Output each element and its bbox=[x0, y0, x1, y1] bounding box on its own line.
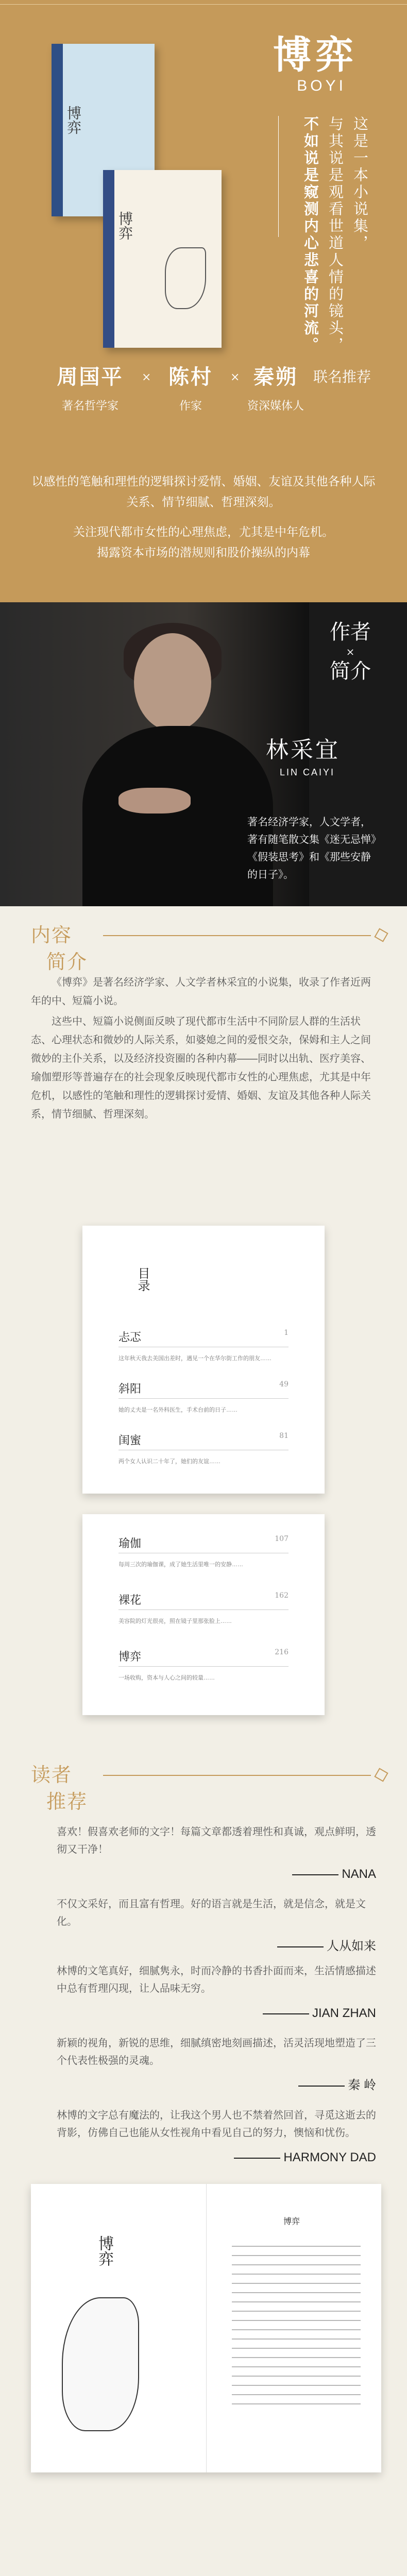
toc-item: 瑜伽 107 每周三次的瑜伽课，成了她生活里唯一的安静…… bbox=[118, 1535, 289, 1568]
section-title: 内容 简介 bbox=[31, 924, 88, 973]
recommenders bbox=[0, 361, 407, 417]
divider bbox=[118, 1666, 289, 1667]
open-book-title: 博弈 bbox=[95, 2235, 113, 2266]
divider bbox=[118, 1609, 289, 1610]
book-spine bbox=[52, 44, 63, 216]
fish-illustration bbox=[165, 247, 206, 309]
book-title: 博弈 bbox=[116, 211, 133, 240]
preview-section bbox=[0, 2184, 407, 2519]
hexagon-icon bbox=[374, 1768, 388, 1782]
intro-section bbox=[0, 906, 407, 1226]
tagline-line-1: 这是一本小说集， bbox=[351, 116, 369, 252]
dash bbox=[234, 2158, 280, 2159]
review-item: 林博的文笔真好，细腻隽永，时而冷静的书香扑面而来，生活情感描述中总有哲理闪现，让人品味无穷。 JIAN ZHAN bbox=[57, 1965, 376, 2020]
review-item: 林博的文字总有魔法的，让我这个男人也不禁着然回首，寻觅这逝去的背影，仿佛自己也能从女性视角中看见自己的努力，懊恼和忧伤。 HARMONY DAD bbox=[57, 2110, 376, 2164]
review-item: 不仅文采好，而且富有哲理。好的语言就是生活，就是信念，就是文化。 人从如来 bbox=[57, 1899, 376, 1953]
open-book bbox=[31, 2184, 381, 2472]
hexagon-icon bbox=[374, 928, 388, 942]
author-hand bbox=[118, 788, 191, 814]
toc-item: 博弈 216 一场收购，资本与人心之间的较量…… bbox=[118, 1648, 289, 1681]
recommender: 周国平 著名哲学家 bbox=[57, 365, 124, 412]
author-name-en: LIN CAIYI bbox=[279, 767, 335, 777]
dash bbox=[277, 1946, 324, 1947]
times-icon: × bbox=[230, 371, 240, 384]
recommend-tag: 联名推荐 bbox=[313, 368, 371, 385]
book-cover-cream bbox=[103, 170, 222, 348]
dash bbox=[263, 2013, 309, 2014]
divider bbox=[103, 935, 371, 936]
divider bbox=[103, 1775, 371, 1776]
reviews-section bbox=[0, 1761, 407, 2184]
tagline-line-3: 不如说是窥测内心悲喜的河流。 bbox=[302, 116, 319, 354]
book-spine bbox=[103, 170, 114, 348]
open-book-heading: 博弈 bbox=[283, 2216, 300, 2226]
toc-page bbox=[82, 1226, 325, 1494]
dash bbox=[298, 2086, 345, 2087]
review-item: 喜欢！假喜欢老师的文字！每篇文章都透着理性和真诚，观点鲜明，透彻又干净！ NANA bbox=[57, 1826, 376, 1881]
blurb: 以感性的笔触和理性的逻辑探讨爱情、婚姻、友谊及其他各种人际关系、情节细腻、哲理深刻。 关注现代都市女性的心理焦虑，尤其是中年危机。 揭露资本市场的潜规则和股价操纵的内幕 bbox=[31, 474, 376, 559]
sample-pages bbox=[0, 1226, 407, 1761]
hero-section bbox=[0, 0, 407, 466]
recommender: 秦朔 资深媒体人 bbox=[247, 365, 304, 412]
toc-title: 目录 bbox=[135, 1267, 150, 1292]
tagline-line-2: 与其说是观看世道人情的镜头， bbox=[327, 116, 344, 354]
book-fold bbox=[206, 2184, 207, 2472]
review-item: 新颖的视角，新锐的思维，细腻缜密地刻画描述，活灵活现地塑造了三个代表性极强的灵魂。 秦 岭 bbox=[57, 2038, 376, 2092]
page-subtitle: BOYI bbox=[297, 77, 346, 94]
text-lines bbox=[232, 2246, 361, 2413]
author-description: 著名经济学家，人文学者，著有随笔散文集《迷无忌惮》《假装思考》和《那些安静的日子》。 bbox=[247, 817, 376, 880]
toc-item: 闺蜜 81 两个女人认识二十年了，她们的友谊…… bbox=[118, 1432, 289, 1465]
author-heading: 作者 × 简介 bbox=[330, 620, 371, 683]
author-section bbox=[0, 602, 407, 906]
recommender: 陈村 作家 bbox=[168, 365, 213, 412]
toc-item: 忐忑 1 这年秋天我去美国出差时，遇见一个在华尔街工作的朋友…… bbox=[118, 1329, 289, 1362]
toc-page bbox=[82, 1514, 325, 1715]
author-suit bbox=[82, 726, 273, 906]
dash bbox=[292, 1874, 338, 1875]
page-title: 博弈 bbox=[273, 33, 358, 77]
author-name: 林采宜 bbox=[266, 737, 340, 763]
divider bbox=[278, 116, 279, 237]
times-icon: × bbox=[142, 371, 151, 384]
section-title: 读者 推荐 bbox=[31, 1764, 88, 1813]
divider bbox=[118, 1398, 289, 1399]
divider bbox=[0, 4, 407, 5]
fish-illustration bbox=[62, 2297, 139, 2431]
author-face bbox=[134, 633, 211, 731]
toc-item: 裸花 162 美容院的灯光很亮，照在镜子里那张脸上…… bbox=[118, 1591, 289, 1624]
intro-text: 《博弈》是著名经济学家、人文学者林采宜的小说集，收录了作者近两年的中、短篇小说。 这些中、短篇小说侧面反映了现代都市生活中不同阶层人群的生活状态、心理状态和微妙的人际关系，如婆媳之间的爱恨交杂，保姆和主人之间微妙的主仆关系，以及经济投资圈的各种内幕——同时以出轨、医疗美容、瑜伽塑形等普遍存在的社会现象反映现代都市女性的心理焦虑，尤其是中年危机，以感性的笔触和理性的逻辑探讨爱情、婚姻、友谊及其他各种人际关系，情节细腻、哲理深刻。 bbox=[31, 977, 371, 1120]
book-title: 博弈 bbox=[65, 106, 82, 134]
toc-item: 斜阳 49 她的丈夫是一名外科医生，手术台前的日子…… bbox=[118, 1380, 289, 1413]
